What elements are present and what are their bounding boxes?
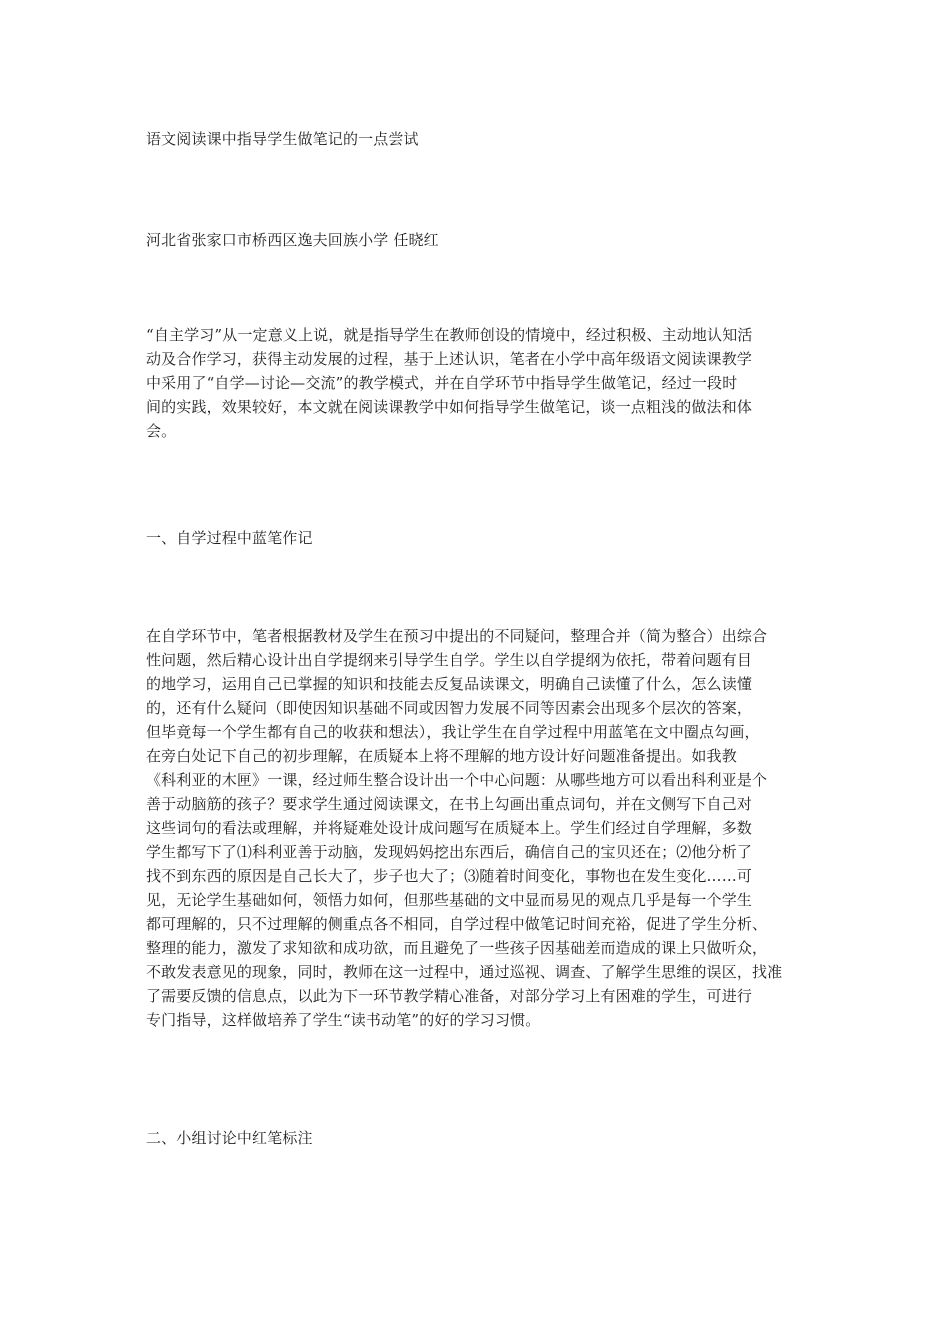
section1-line: 专门指导，这样做培养了学生“读书动笔”的好的学习习惯。 — [146, 1011, 541, 1029]
section1-line: 都可理解的，只不过理解的侧重点各不相同，自学过程中做笔记时间充裕，促进了学生分析、 — [146, 915, 768, 933]
intro-line: 动及合作学习，获得主动发展的过程，基于上述认识，笔者在小学中高年级语文阅读课教学 — [146, 350, 753, 368]
intro-line: 会。 — [146, 422, 177, 440]
section1-line: 在自学环节中，笔者根据教材及学生在预习中提出的不同疑问，整理合并（简为整合）出综合 — [146, 627, 768, 645]
section1-line: 的，还有什么疑问（即使因知识基础不同或因智力发展不同等因素会出现多个层次的答案， — [146, 699, 753, 717]
section1-heading: 一、自学过程中蓝笔作记 — [146, 529, 313, 547]
section1-line: 了需要反馈的信息点，以此为下一环节教学精心准备，对部分学习上有困难的学生，可进行 — [146, 987, 753, 1005]
intro-line: “自主学习”从一定意义上说，就是指导学生在教师创设的情境中，经过积极、主动地认知活 — [146, 326, 753, 344]
section1-line: 不敢发表意见的现象，同时，教师在这一过程中，通过巡视、调查、了解学生思维的误区，找准 — [146, 963, 783, 981]
section1-line: 性问题，然后精心设计出自学提纲来引导学生自学。学生以自学提纲为依托，带着问题有目 — [146, 651, 753, 669]
section1-line: 学生都写下了⑴科利亚善于动脑，发现妈妈挖出东西后，确信自己的宝贝还在；⑵他分析了 — [146, 843, 753, 861]
section1-line: 这些词句的看法或理解，并将疑难处设计成问题写在质疑本上。学生们经过自学理解，多数 — [146, 819, 753, 837]
intro-line: 间的实践，效果较好，本文就在阅读课教学中如何指导学生做笔记，谈一点粗浅的做法和体 — [146, 398, 753, 416]
section1-line: 的地学习，运用自己已掌握的知识和技能去反复品读课文，明确自己读懂了什么，怎么读懂 — [146, 675, 753, 693]
section2-heading: 二、小组讨论中红笔标注 — [146, 1129, 313, 1147]
intro-paragraph — [146, 323, 811, 443]
section1-line: 《科利亚的木匣》一课，经过师生整合设计出一个中心问题：从哪些地方可以看出科利亚是个 — [146, 771, 768, 789]
document-title: 语文阅读课中指导学生做笔记的一点尝试 — [146, 130, 419, 148]
section1-paragraph — [146, 624, 811, 1032]
section1-line: 善于动脑筋的孩子？要求学生通过阅读课文，在书上勾画出重点词句，并在文侧写下自己对 — [146, 795, 753, 813]
section1-line: 在旁白处记下自己的初步理解，在质疑本上将不理解的地方设计好问题准备提出。如我教 — [146, 747, 737, 765]
section1-line: 见，无论学生基础如何，领悟力如何，但那些基础的文中显而易见的观点几乎是每一个学生 — [146, 891, 753, 909]
section1-line: 但毕竟每一个学生都有自己的收获和想法），我让学生在自学过程中用蓝笔在文中圈点勾画， — [146, 723, 760, 741]
intro-line: 中采用了“自学—讨论—交流”的教学模式，并在自学环节中指导学生做笔记，经过一段时 — [146, 374, 738, 392]
section1-line: 找不到东西的原因是自己长大了，步子也大了；⑶随着时间变化，事物也在发生变化……可 — [146, 867, 753, 885]
section1-line: 整理的能力，激发了求知欲和成功欲，而且避免了一些孩子因基础差而造成的课上只做听众， — [146, 939, 768, 957]
author-line: 河北省张家口市桥西区逸夫回族小学 任晓红 — [146, 231, 439, 249]
